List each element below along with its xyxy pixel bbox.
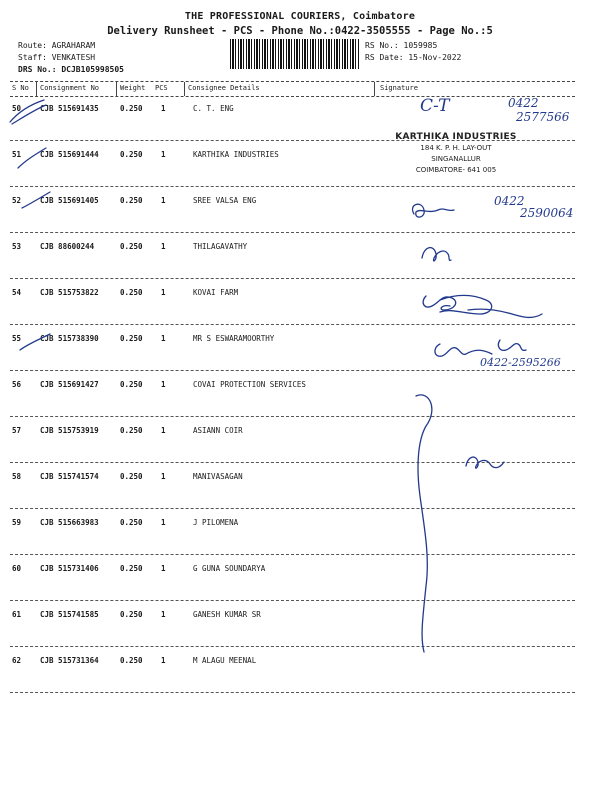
row-weight: 0.250 <box>120 472 143 481</box>
row-sno: 57 <box>12 426 22 435</box>
row-consignment: CJB 515753822 <box>40 288 99 297</box>
row-sno: 54 <box>12 288 22 297</box>
row-weight: 0.250 <box>120 288 143 297</box>
signature <box>468 309 542 317</box>
row-pcs: 1 <box>161 196 166 205</box>
row-sno: 58 <box>12 472 22 481</box>
row-consignee: GANESH KUMAR SR <box>193 610 261 619</box>
row-pcs: 1 <box>161 426 166 435</box>
row-sno: 51 <box>12 150 22 159</box>
col-consignment: Consignment No <box>40 84 100 92</box>
row-weight: 0.250 <box>120 242 143 251</box>
signature <box>422 248 451 261</box>
row-consignment: CJB 515691444 <box>40 150 99 159</box>
drs-value: DCJB105998505 <box>61 65 124 74</box>
row-pcs: 1 <box>161 334 166 343</box>
row-pcs: 1 <box>161 104 166 113</box>
row-consignment: CJB 515691435 <box>40 104 99 113</box>
row-consignee: KOVAI FARM <box>193 288 239 297</box>
row-consignee: M ALAGU MEENAL <box>193 656 257 665</box>
company-title: THE PROFESSIONAL COURIERS, Coimbatore <box>184 11 416 22</box>
signature <box>466 457 504 468</box>
route-value: AGRAHARAM <box>51 41 96 50</box>
staff-label: Staff: <box>18 53 47 62</box>
row-sno: 59 <box>12 518 22 527</box>
rs-no-value: 1059985 <box>403 41 438 50</box>
row-consignment: CJB 515741585 <box>40 610 99 619</box>
tick-mark <box>18 148 46 168</box>
signature <box>423 296 456 310</box>
row-weight: 0.250 <box>120 564 143 573</box>
row-consignee: MANIVASAGAN <box>193 472 243 481</box>
staff-value: VENKATESH <box>51 53 96 62</box>
handwritten-phone: 0422 <box>494 194 525 208</box>
stamp-line: SINGANALLUR <box>431 155 481 163</box>
row-pcs: 1 <box>161 472 166 481</box>
rs-no-label: RS No.: <box>365 41 399 50</box>
handwritten-initials: C-T <box>420 96 450 116</box>
row-pcs: 1 <box>161 564 166 573</box>
row-consignee: ASIANN COIR <box>193 426 243 435</box>
handwritten-phone: 0422-2595266 <box>480 356 561 369</box>
col-consignee: Consignee Details <box>188 84 260 92</box>
row-consignment: CJB 515738390 <box>40 334 99 343</box>
stamp-line: 184 K. P. H. LAY-OUT <box>420 144 492 152</box>
tick-mark <box>22 192 50 208</box>
rs-date-label: RS Date: <box>365 53 404 62</box>
rs-date-value: 15-Nov-2022 <box>408 53 462 62</box>
signature <box>498 340 526 350</box>
row-pcs: 1 <box>161 150 166 159</box>
row-sno: 60 <box>12 564 22 573</box>
row-consignee: MR S ESWARAMOORTHY <box>193 334 275 343</box>
col-weight: Weight <box>120 84 146 92</box>
col-signature: Signature <box>380 84 418 92</box>
row-weight: 0.250 <box>120 104 143 113</box>
row-consignee: C. T. ENG <box>193 104 234 113</box>
row-pcs: 1 <box>161 656 166 665</box>
row-consignee: KARTHIKA INDUSTRIES <box>193 150 279 159</box>
row-consignee: THILAGAVATHY <box>193 242 248 251</box>
row-weight: 0.250 <box>120 150 143 159</box>
handwritten-phone: 2590064 <box>520 206 574 220</box>
row-sno: 62 <box>12 656 22 665</box>
row-weight: 0.250 <box>120 518 143 527</box>
handwritten-phone: 2577566 <box>516 110 570 124</box>
row-sno: 53 <box>12 242 22 251</box>
runsheet-subtitle: Delivery Runsheet - PCS - Phone No.:0422-3505555 - Page No.:5 <box>107 25 493 37</box>
row-consignee: COVAI PROTECTION SERVICES <box>193 380 306 389</box>
row-consignment: CJB 88600244 <box>40 242 95 251</box>
row-weight: 0.250 <box>120 610 143 619</box>
row-consignment: CJB 515731406 <box>40 564 99 573</box>
handwritten-phone: 0422 <box>508 96 539 110</box>
row-sno: 52 <box>12 196 22 205</box>
row-pcs: 1 <box>161 380 166 389</box>
row-consignment: CJB 515663983 <box>40 518 99 527</box>
signature <box>413 204 454 217</box>
drs-label: DRS No.: <box>18 65 57 74</box>
row-consignee: G GUNA SOUNDARYA <box>193 564 266 573</box>
row-sno: 56 <box>12 380 22 389</box>
row-weight: 0.250 <box>120 334 143 343</box>
tick-mark <box>10 100 44 122</box>
row-weight: 0.250 <box>120 656 143 665</box>
row-consignment: CJB 515691405 <box>40 196 99 205</box>
col-pcs: PCS <box>155 84 168 92</box>
row-sno: 50 <box>12 104 22 113</box>
row-pcs: 1 <box>161 518 166 527</box>
row-consignment: CJB 515731364 <box>40 656 99 665</box>
col-sno: S No <box>12 84 29 92</box>
row-weight: 0.250 <box>120 426 143 435</box>
tick-mark <box>20 334 50 350</box>
row-consignment: CJB 515753919 <box>40 426 99 435</box>
row-consignment: CJB 515741574 <box>40 472 99 481</box>
row-consignment: CJB 515691427 <box>40 380 99 389</box>
signature <box>435 344 492 356</box>
route-label: Route: <box>18 41 47 50</box>
row-sno: 55 <box>12 334 22 343</box>
row-weight: 0.250 <box>120 196 143 205</box>
signature <box>440 296 492 315</box>
row-pcs: 1 <box>161 288 166 297</box>
stamp-name: KARTHIKA INDUSTRIES <box>395 132 517 142</box>
row-pcs: 1 <box>161 242 166 251</box>
row-consignee: J PILOMENA <box>193 518 239 527</box>
row-weight: 0.250 <box>120 380 143 389</box>
row-pcs: 1 <box>161 610 166 619</box>
row-consignee: SREE VALSA ENG <box>193 196 257 205</box>
bracket-stroke <box>416 395 432 652</box>
stamp-line: COIMBATORE- 641 005 <box>415 166 497 174</box>
row-sno: 61 <box>12 610 22 619</box>
